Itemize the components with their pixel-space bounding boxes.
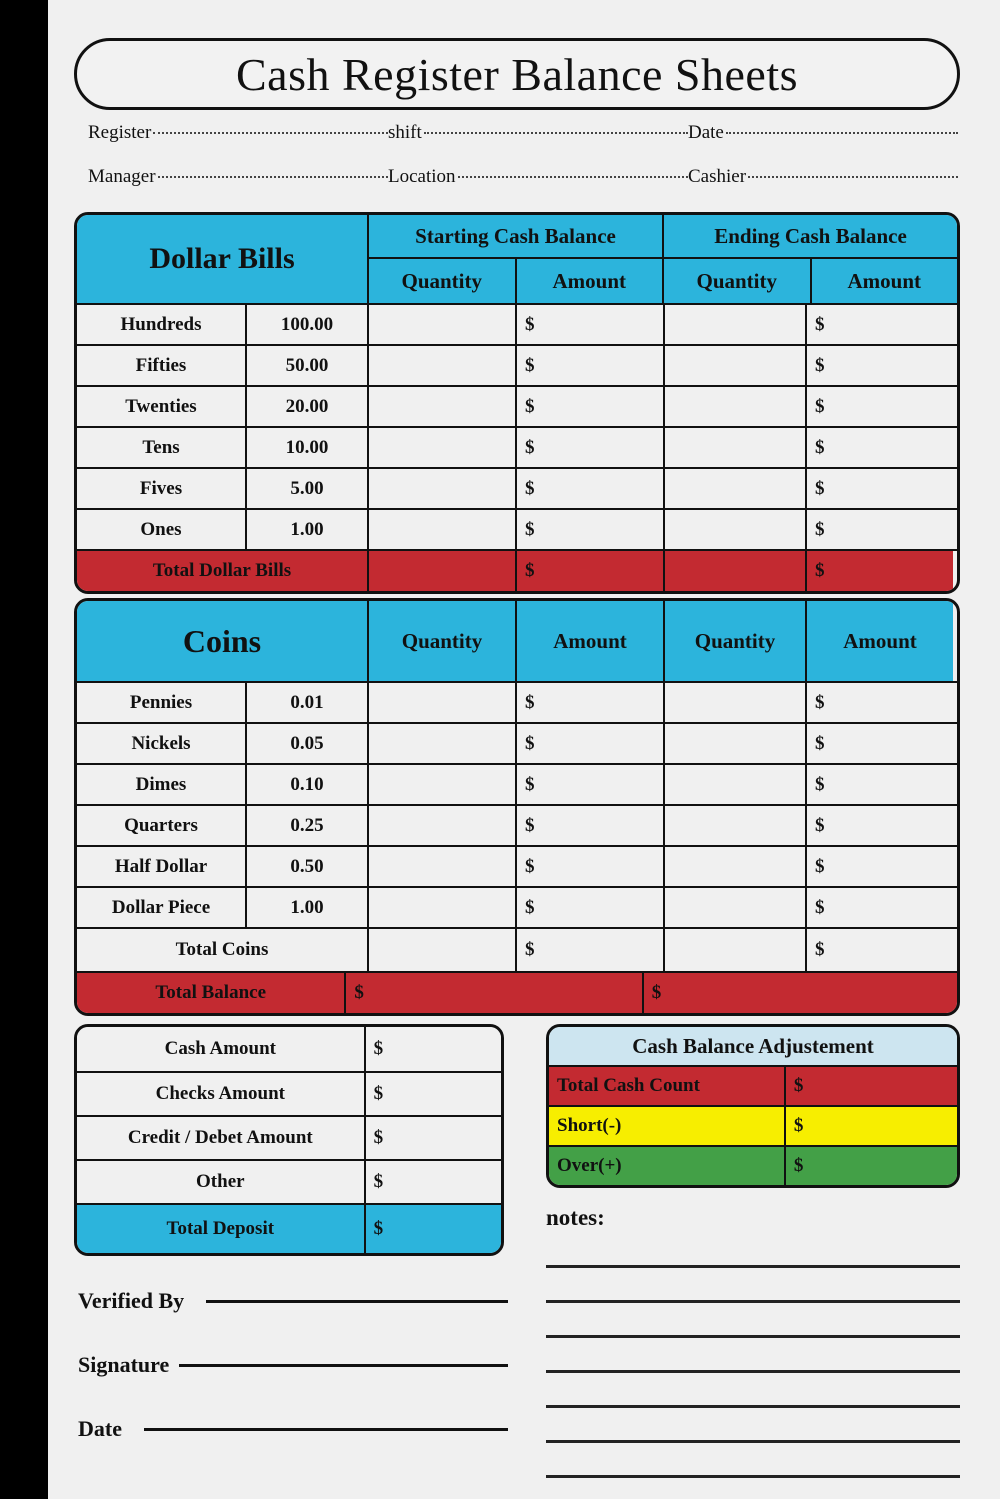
bill-name: Tens xyxy=(77,428,245,467)
cash-balance-adjustment-header: Cash Balance Adjustement xyxy=(549,1027,957,1065)
table-row xyxy=(549,1065,957,1105)
page-title: Cash Register Balance Sheets xyxy=(235,48,799,100)
coin-start-amount-input[interactable]: $ xyxy=(515,765,663,804)
bill-start-amount-input[interactable]: $ xyxy=(515,387,663,426)
coin-denomination: 0.25 xyxy=(245,806,367,845)
bill-end-amount-input[interactable]: $ xyxy=(805,469,953,508)
cash-amount-label: Cash Amount xyxy=(77,1027,364,1071)
total-dollar-bills-end-qty[interactable] xyxy=(663,551,805,591)
dollar-bills-section-title: Dollar Bills xyxy=(77,215,367,303)
total-balance-start-value[interactable]: $ xyxy=(344,973,641,1013)
dollar-bills-subheader-row xyxy=(367,259,957,303)
bill-name: Twenties xyxy=(77,387,245,426)
total-deposit-label: Total Deposit xyxy=(77,1205,364,1253)
coin-end-qty-input[interactable] xyxy=(663,806,805,845)
header-fields xyxy=(88,122,958,210)
bill-start-qty-input[interactable] xyxy=(367,469,515,508)
total-cash-count-label: Total Cash Count xyxy=(549,1067,784,1105)
coin-name: Half Dollar xyxy=(77,847,245,886)
table-row xyxy=(549,1105,957,1145)
coins-table xyxy=(74,598,960,1016)
shift-label: shift xyxy=(388,122,422,143)
bill-start-amount-input[interactable]: $ xyxy=(515,469,663,508)
manager-label: Manager xyxy=(88,166,156,187)
coin-start-amount-input[interactable]: $ xyxy=(515,724,663,763)
bill-start-qty-input[interactable] xyxy=(367,305,515,344)
location-field[interactable] xyxy=(388,166,688,188)
bill-name: Ones xyxy=(77,510,245,549)
ending-cash-balance-header: Ending Cash Balance xyxy=(662,215,957,257)
note-line[interactable] xyxy=(546,1303,960,1338)
date-field[interactable] xyxy=(688,122,958,144)
notes-label: notes: xyxy=(546,1205,605,1230)
credit-debet-amount-input[interactable]: $ xyxy=(364,1117,501,1159)
total-dollar-bills-label: Total Dollar Bills xyxy=(77,551,367,591)
location-input-line[interactable] xyxy=(458,176,688,178)
coin-denomination: 0.50 xyxy=(245,847,367,886)
over-label: Over(+) xyxy=(549,1147,784,1185)
adjustment-header-row xyxy=(549,1027,957,1065)
bill-start-amount-input[interactable]: $ xyxy=(515,510,663,549)
total-cash-count-input[interactable]: $ xyxy=(784,1067,957,1105)
register-label: Register xyxy=(88,122,152,143)
bill-denomination: 1.00 xyxy=(245,510,367,549)
short-input[interactable]: $ xyxy=(784,1107,957,1145)
deposit-summary-table xyxy=(74,1024,504,1256)
checks-amount-input[interactable]: $ xyxy=(364,1073,501,1115)
table-row xyxy=(77,845,957,886)
coin-end-amount-input[interactable]: $ xyxy=(805,765,953,804)
bill-denomination: 10.00 xyxy=(245,428,367,467)
verified-by-row[interactable] xyxy=(78,1288,508,1352)
total-coins-start-qty[interactable] xyxy=(367,929,515,971)
coin-denomination: 0.10 xyxy=(245,765,367,804)
shift-field[interactable] xyxy=(388,122,688,144)
date-signature-row[interactable] xyxy=(78,1416,508,1480)
other-amount-input[interactable]: $ xyxy=(364,1161,501,1203)
bill-name: Hundreds xyxy=(77,305,245,344)
table-row xyxy=(77,1115,501,1159)
start-amount-header: Amount xyxy=(515,259,663,303)
coin-end-qty-input[interactable] xyxy=(663,724,805,763)
sheet-content xyxy=(48,0,1000,1499)
bill-end-qty-input[interactable] xyxy=(663,510,805,549)
coin-denomination: 0.05 xyxy=(245,724,367,763)
header-fields-row-1 xyxy=(88,122,958,166)
bill-denomination: 50.00 xyxy=(245,346,367,385)
dollar-bills-group-header-row xyxy=(367,215,957,259)
total-deposit-row xyxy=(77,1203,501,1253)
total-coins-end-qty[interactable] xyxy=(663,929,805,971)
total-balance-label: Total Balance xyxy=(77,973,344,1013)
manager-input-line[interactable] xyxy=(158,176,388,178)
coins-start-amount-header: Amount xyxy=(515,601,663,681)
bill-start-qty-input[interactable] xyxy=(367,510,515,549)
date-signature-label: Date xyxy=(78,1416,122,1441)
note-line[interactable] xyxy=(546,1233,960,1268)
signature-input-line[interactable] xyxy=(179,1364,508,1367)
coin-name: Dollar Piece xyxy=(77,888,245,927)
coin-end-amount-input[interactable]: $ xyxy=(805,847,953,886)
bill-end-qty-input[interactable] xyxy=(663,469,805,508)
coin-start-amount-input[interactable]: $ xyxy=(515,683,663,722)
coin-end-qty-input[interactable] xyxy=(663,683,805,722)
coin-end-qty-input[interactable] xyxy=(663,888,805,927)
notes-section xyxy=(546,1205,960,1478)
coin-name: Dimes xyxy=(77,765,245,804)
coin-end-qty-input[interactable] xyxy=(663,765,805,804)
bill-name: Fives xyxy=(77,469,245,508)
verified-by-input-line[interactable] xyxy=(206,1300,508,1303)
book-spine-bar xyxy=(0,0,48,1499)
bill-start-qty-input[interactable] xyxy=(367,346,515,385)
table-row xyxy=(77,344,957,385)
bill-end-amount-input[interactable]: $ xyxy=(805,305,953,344)
coin-end-amount-input[interactable]: $ xyxy=(805,888,953,927)
location-label: Location xyxy=(388,166,456,187)
note-line[interactable] xyxy=(546,1338,960,1373)
total-coins-end-amount[interactable]: $ xyxy=(805,929,953,971)
dollar-bills-header xyxy=(77,215,957,303)
table-row xyxy=(77,303,957,344)
header-fields-row-2 xyxy=(88,166,958,210)
coin-start-qty-input[interactable] xyxy=(367,806,515,845)
bill-end-amount-input[interactable]: $ xyxy=(805,346,953,385)
signature-block xyxy=(78,1288,508,1480)
over-input[interactable]: $ xyxy=(784,1147,957,1185)
bill-start-amount-input[interactable]: $ xyxy=(515,305,663,344)
bill-start-qty-input[interactable] xyxy=(367,387,515,426)
table-row xyxy=(549,1145,957,1185)
bill-end-amount-input[interactable]: $ xyxy=(805,428,953,467)
register-field[interactable] xyxy=(88,122,388,144)
date-input-line[interactable] xyxy=(726,132,958,134)
coin-start-qty-input[interactable] xyxy=(367,888,515,927)
total-dollar-bills-start-amount[interactable]: $ xyxy=(515,551,663,591)
total-deposit-input[interactable]: $ xyxy=(364,1205,501,1253)
coins-end-quantity-header: Quantity xyxy=(663,601,805,681)
date-label: Date xyxy=(688,122,724,143)
note-line[interactable] xyxy=(546,1408,960,1443)
bill-end-amount-input[interactable]: $ xyxy=(805,387,953,426)
bill-end-amount-input[interactable]: $ xyxy=(805,510,953,549)
bill-name: Fifties xyxy=(77,346,245,385)
bill-end-qty-input[interactable] xyxy=(663,305,805,344)
table-row xyxy=(77,385,957,426)
coins-start-quantity-header: Quantity xyxy=(367,601,515,681)
coin-name: Pennies xyxy=(77,683,245,722)
coin-start-qty-input[interactable] xyxy=(367,683,515,722)
date-signature-input-line[interactable] xyxy=(144,1428,508,1431)
table-row xyxy=(77,886,957,927)
coin-start-amount-input[interactable]: $ xyxy=(515,888,663,927)
total-coins-label: Total Coins xyxy=(77,929,367,971)
total-dollar-bills-start-qty[interactable] xyxy=(367,551,515,591)
coin-denomination: 1.00 xyxy=(245,888,367,927)
total-balance-end-value[interactable]: $ xyxy=(642,973,957,1013)
checks-amount-label: Checks Amount xyxy=(77,1073,364,1115)
coin-end-amount-input[interactable]: $ xyxy=(805,683,953,722)
bill-denomination: 100.00 xyxy=(245,305,367,344)
cash-amount-input[interactable]: $ xyxy=(364,1027,501,1071)
table-row xyxy=(77,426,957,467)
bill-start-amount-input[interactable]: $ xyxy=(515,346,663,385)
note-line[interactable] xyxy=(546,1373,960,1408)
cashier-input-line[interactable] xyxy=(748,176,958,178)
coin-start-amount-input[interactable]: $ xyxy=(515,806,663,845)
table-row xyxy=(77,1027,501,1071)
register-input-line[interactable] xyxy=(153,132,388,134)
signature-label: Signature xyxy=(78,1352,170,1377)
coin-name: Quarters xyxy=(77,806,245,845)
total-dollar-bills-row xyxy=(77,549,957,591)
total-coins-row xyxy=(77,927,957,971)
note-line[interactable] xyxy=(546,1268,960,1303)
bill-start-qty-input[interactable] xyxy=(367,428,515,467)
coin-end-amount-input[interactable]: $ xyxy=(805,724,953,763)
cashier-label: Cashier xyxy=(688,166,747,187)
coin-start-qty-input[interactable] xyxy=(367,847,515,886)
coin-name: Nickels xyxy=(77,724,245,763)
bill-denomination: 20.00 xyxy=(245,387,367,426)
coin-denomination: 0.01 xyxy=(245,683,367,722)
coins-end-amount-header: Amount xyxy=(805,601,953,681)
note-line[interactable] xyxy=(546,1443,960,1478)
table-row xyxy=(77,681,957,722)
credit-debet-amount-label: Credit / Debet Amount xyxy=(77,1117,364,1159)
shift-input-line[interactable] xyxy=(424,132,688,134)
page-title-box xyxy=(74,38,960,110)
table-row xyxy=(77,467,957,508)
other-amount-label: Other xyxy=(77,1161,364,1203)
verified-by-label: Verified By xyxy=(78,1288,185,1313)
total-coins-start-amount[interactable]: $ xyxy=(515,929,663,971)
table-row xyxy=(77,1159,501,1203)
coin-start-amount-input[interactable]: $ xyxy=(515,847,663,886)
table-row xyxy=(77,804,957,845)
coin-end-amount-input[interactable]: $ xyxy=(805,806,953,845)
table-row xyxy=(77,763,957,804)
short-label: Short(-) xyxy=(549,1107,784,1145)
coin-start-qty-input[interactable] xyxy=(367,724,515,763)
bill-end-qty-input[interactable] xyxy=(663,387,805,426)
bill-denomination: 5.00 xyxy=(245,469,367,508)
table-row xyxy=(77,508,957,549)
start-quantity-header: Quantity xyxy=(367,259,515,303)
bill-end-qty-input[interactable] xyxy=(663,346,805,385)
coin-end-qty-input[interactable] xyxy=(663,847,805,886)
coins-header xyxy=(77,601,957,681)
cash-balance-adjustment-table xyxy=(546,1024,960,1188)
dollar-bills-table xyxy=(74,212,960,594)
cashier-field[interactable] xyxy=(688,166,958,188)
bill-end-qty-input[interactable] xyxy=(663,428,805,467)
signature-row[interactable] xyxy=(78,1352,508,1416)
dollar-bills-column-groups xyxy=(367,215,957,303)
table-row xyxy=(77,1071,501,1115)
bill-start-amount-input[interactable]: $ xyxy=(515,428,663,467)
starting-cash-balance-header: Starting Cash Balance xyxy=(367,215,662,257)
end-quantity-header: Quantity xyxy=(662,259,810,303)
manager-field[interactable] xyxy=(88,166,388,188)
end-amount-header: Amount xyxy=(810,259,958,303)
total-dollar-bills-end-amount[interactable]: $ xyxy=(805,551,953,591)
coin-start-qty-input[interactable] xyxy=(367,765,515,804)
coins-section-title: Coins xyxy=(77,601,367,681)
total-balance-row xyxy=(77,971,957,1013)
table-row xyxy=(77,722,957,763)
